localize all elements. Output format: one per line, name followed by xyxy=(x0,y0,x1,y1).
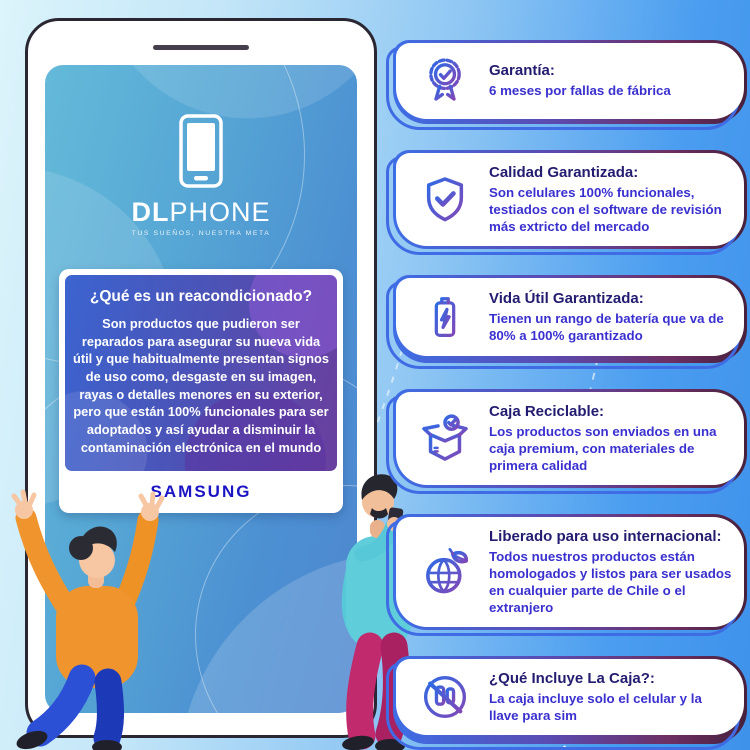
feature-card-warranty xyxy=(393,40,747,124)
card-title: Calidad Garantizada: xyxy=(489,164,639,181)
feature-card-international xyxy=(393,514,747,630)
phone-mockup xyxy=(25,18,377,738)
brand-row xyxy=(65,471,337,513)
no-accessories-icon xyxy=(416,670,474,724)
card-body: Son celulares 100% funcionales, testiados con el software de revisión más extricto del mercado xyxy=(489,185,722,235)
globe-leaf-icon xyxy=(416,543,474,601)
info-title: ¿Qué es un reacondicionado? xyxy=(89,288,313,305)
card-body: 6 meses por fallas de fábrica xyxy=(489,83,671,99)
logo-tagline: TUS SUEÑOS, NUESTRA META xyxy=(131,230,271,237)
feature-card-list xyxy=(393,40,747,744)
shield-check-icon xyxy=(416,172,474,228)
card-title: ¿Qué Incluye La Caja?: xyxy=(489,670,655,688)
reconditioned-definition-box xyxy=(65,275,337,471)
feature-card-box xyxy=(393,389,747,488)
feature-card-contents xyxy=(393,656,747,744)
brand-label: SAMSUNG xyxy=(150,482,252,502)
card-body: Tienen un rango de batería que va de 80% a 100% garantizado xyxy=(489,311,724,344)
reconditioned-info-card xyxy=(59,269,343,513)
medal-ribbon-icon xyxy=(416,54,474,108)
logo-wordmark: DLPHONE xyxy=(131,197,271,227)
feature-card-battery xyxy=(393,275,747,363)
card-body: Los productos son enviados en una caja premium, con materiales de primera calidad xyxy=(489,424,717,474)
card-title: Garantía: xyxy=(489,62,555,80)
phone-screen xyxy=(45,65,357,713)
smartphone-icon xyxy=(178,113,224,189)
info-body: Son productos que pudieron ser reparados para asegurar su nueva vida útil y que habitualmente presentan signos de uso como, desgaste en su imagen, rayas o detalles menores en su exterior, pero que están 100% funcionales para ser adoptados y así ayudar a disminuir la contaminación electrónica en el mundo xyxy=(73,316,329,455)
feature-card-quality xyxy=(393,150,747,249)
dlphone-logo xyxy=(45,113,357,237)
recycle-box-icon xyxy=(416,411,474,467)
card-title: Liberado para uso internacional: xyxy=(489,528,722,546)
card-title: Caja Reciclable: xyxy=(489,403,605,421)
battery-bolt-icon xyxy=(416,289,474,345)
card-body: Todos nuestros productos están homologados y listos para ser usados en cualquier parte de Chile o el extranjero xyxy=(489,549,732,616)
card-body: La caja incluye solo el celular y la llave para sim xyxy=(489,691,702,724)
card-title: Vida Útil Garantizada: xyxy=(489,290,644,308)
phone-speaker xyxy=(153,45,249,50)
